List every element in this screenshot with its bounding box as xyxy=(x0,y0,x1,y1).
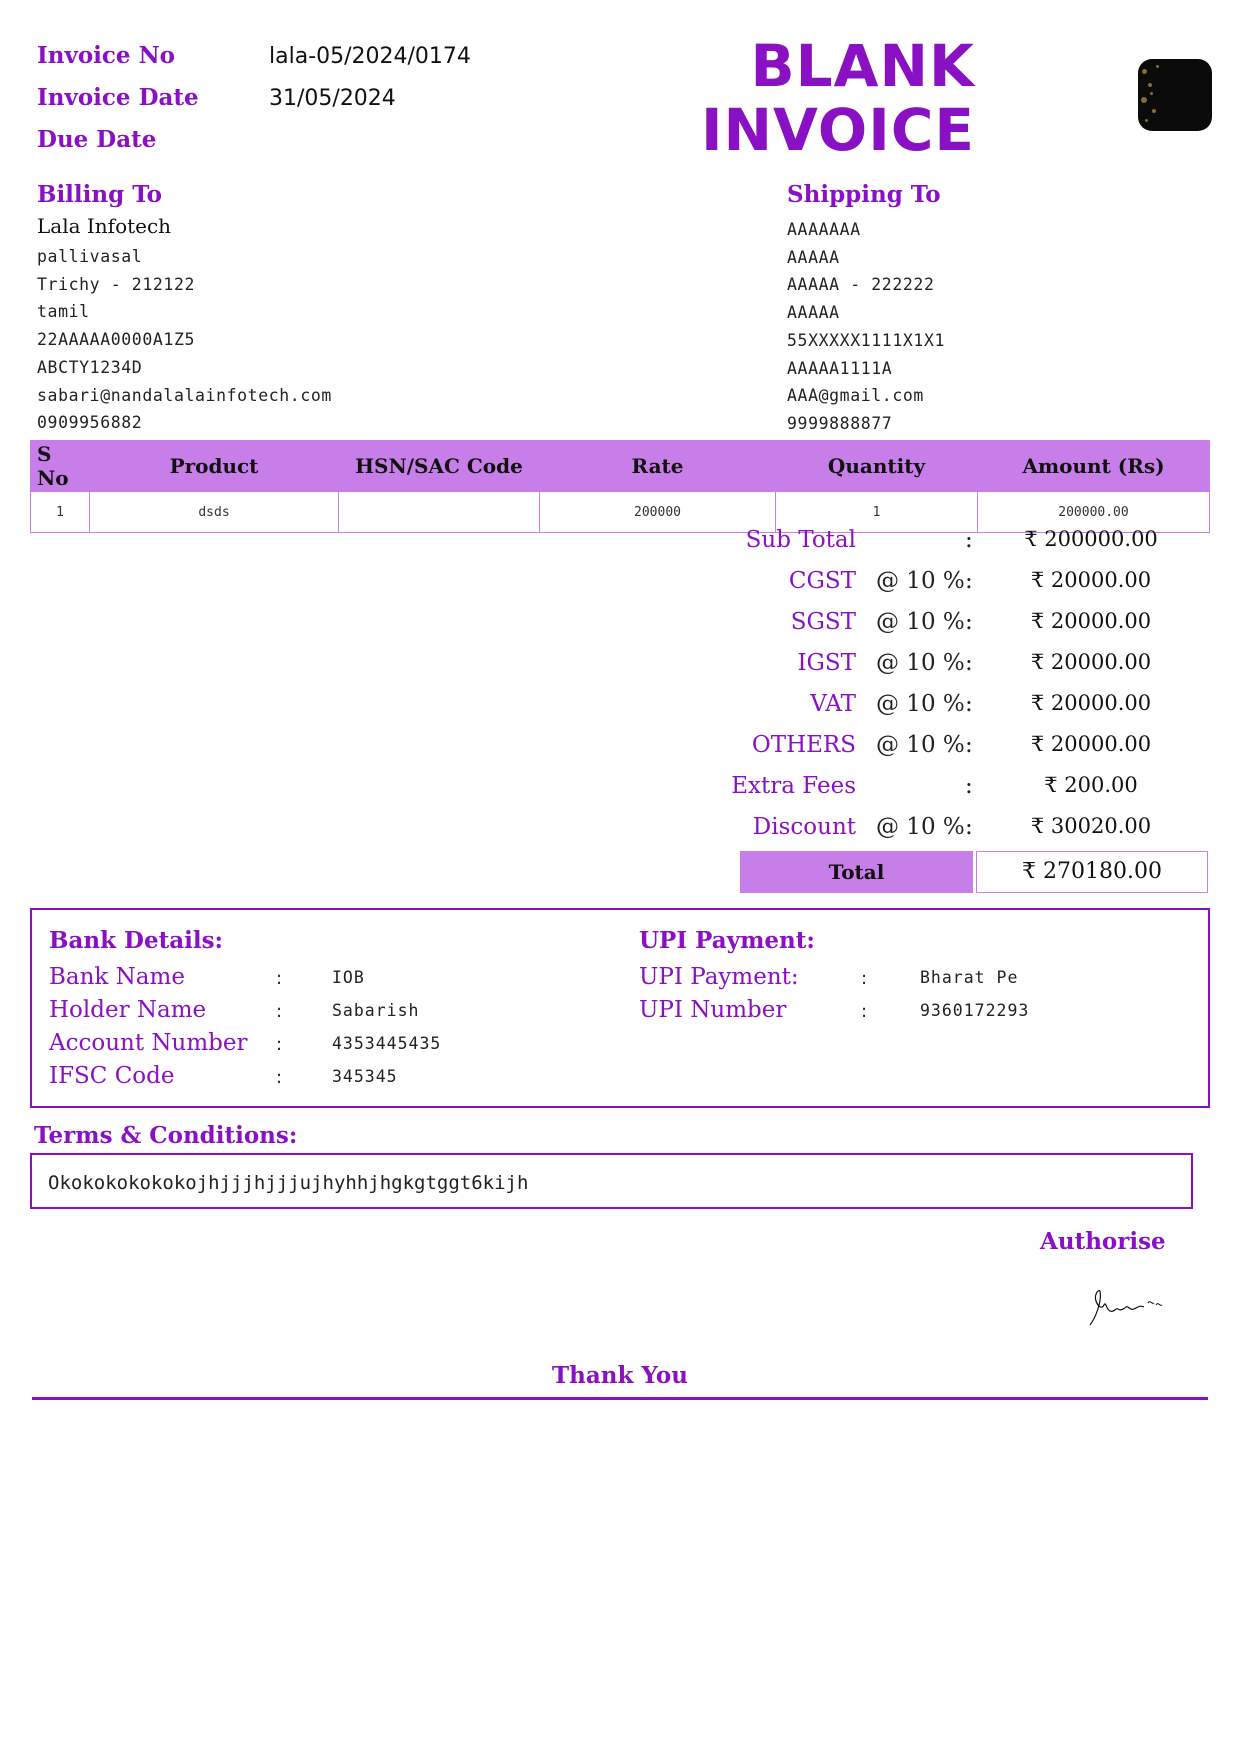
bank-row xyxy=(49,997,549,1029)
invoice-date-label: Invoice Date xyxy=(37,84,199,111)
billing-address xyxy=(37,243,332,437)
holder-name-label: Holder Name xyxy=(49,997,207,1023)
invoice-title xyxy=(640,34,975,162)
cgst-value: ₹ 20000.00 xyxy=(1030,568,1152,592)
upi-heading: UPI Payment: xyxy=(639,927,815,954)
shipping-address xyxy=(787,216,945,438)
account-number-value: 4353445435 xyxy=(332,1034,442,1053)
thank-you: Thank You xyxy=(552,1362,688,1389)
igst-label: IGST xyxy=(797,650,856,676)
totals-row-cgst xyxy=(656,568,1212,609)
colon: : xyxy=(861,968,868,989)
subtotal-label: Sub Total xyxy=(745,527,856,553)
billing-line: ABCTY1234D xyxy=(37,357,143,377)
cell-sno: 1 xyxy=(31,492,90,533)
invoice-no-label: Invoice No xyxy=(37,42,175,69)
colon: : xyxy=(965,814,973,840)
footer-divider xyxy=(32,1397,1208,1400)
colon: : xyxy=(965,773,973,799)
bank-name-value: IOB xyxy=(332,968,365,987)
totals-row-vat xyxy=(656,691,1212,732)
col-header-quantity: Quantity xyxy=(776,441,978,492)
upi-payment-label: UPI Payment: xyxy=(639,964,799,990)
billing-heading: Billing To xyxy=(37,181,163,208)
cell-quantity: 1 xyxy=(776,492,978,533)
sgst-label: SGST xyxy=(790,609,856,635)
account-number-label: Account Number xyxy=(49,1030,248,1056)
igst-value: ₹ 20000.00 xyxy=(1030,650,1152,674)
colon: : xyxy=(276,1067,283,1088)
totals-row-sgst xyxy=(656,609,1212,650)
upi-payment-value: Bharat Pe xyxy=(920,968,1019,987)
ifsc-code-label: IFSC Code xyxy=(49,1063,175,1089)
totals-row-subtotal xyxy=(656,527,1212,568)
holder-name-value: Sabarish xyxy=(332,1001,420,1020)
title-line-2: INVOICE xyxy=(700,96,975,164)
company-logo xyxy=(1138,59,1212,131)
billing-name: Lala Infotech xyxy=(37,214,172,238)
totals-row-others xyxy=(656,732,1212,773)
col-header-sno: S No xyxy=(31,441,90,492)
shipping-line: 9999888877 xyxy=(787,413,893,433)
ifsc-code-value: 345345 xyxy=(332,1067,398,1086)
colon: : xyxy=(861,1001,868,1022)
bank-row xyxy=(49,1030,549,1062)
bank-name-label: Bank Name xyxy=(49,964,185,990)
upi-row xyxy=(639,964,1139,996)
totals-row-extra-fees xyxy=(656,773,1212,814)
cgst-rate: @ 10 % xyxy=(876,568,965,594)
signature-image xyxy=(1088,1287,1168,1329)
signature-stroke xyxy=(1148,1302,1162,1306)
vat-value: ₹ 20000.00 xyxy=(1030,691,1152,715)
total-label: Total xyxy=(740,851,973,893)
bank-row xyxy=(49,1063,549,1095)
terms-heading: Terms & Conditions: xyxy=(34,1122,298,1149)
colon: : xyxy=(965,568,973,594)
payment-details-box xyxy=(30,908,1210,1108)
colon: : xyxy=(965,732,973,758)
authorise-label: Authorise xyxy=(1040,1228,1166,1255)
total-value: ₹ 270180.00 xyxy=(976,851,1208,893)
items-header-row xyxy=(31,441,1210,492)
col-header-amount: Amount (Rs) xyxy=(978,441,1210,492)
colon: : xyxy=(276,968,283,989)
shipping-line: AAAAAAA xyxy=(787,220,861,239)
invoice-no-value: lala-05/2024/0174 xyxy=(269,44,471,69)
shipping-heading: Shipping To xyxy=(787,181,941,208)
title-line-1: BLANK xyxy=(750,32,975,100)
discount-label: Discount xyxy=(752,814,856,840)
upi-number-label: UPI Number xyxy=(639,997,787,1023)
invoice-date-value: 31/05/2024 xyxy=(269,86,396,111)
shipping-line: 55XXXXX1111X1X1 xyxy=(787,330,946,350)
items-table xyxy=(30,440,1210,533)
bank-heading: Bank Details: xyxy=(49,927,224,954)
vat-label: VAT xyxy=(810,691,856,717)
billing-line: pallivasal xyxy=(37,247,143,266)
colon: : xyxy=(276,1034,283,1055)
billing-line: 22AAAAA0000A1Z5 xyxy=(37,330,196,350)
signature-stroke xyxy=(1090,1291,1144,1325)
others-label: OTHERS xyxy=(751,732,856,758)
cell-amount: 200000.00 xyxy=(978,492,1210,533)
others-rate: @ 10 % xyxy=(876,732,965,758)
shipping-line: AAAAA xyxy=(787,303,840,323)
sgst-rate: @ 10 % xyxy=(876,609,965,635)
discount-value: ₹ 30020.00 xyxy=(1030,814,1152,838)
colon: : xyxy=(965,650,973,676)
shipping-line: AAAAA xyxy=(787,247,840,267)
shipping-line: AAAAA - 222222 xyxy=(787,275,935,295)
col-header-rate: Rate xyxy=(540,441,776,492)
cgst-label: CGST xyxy=(788,568,856,594)
shipping-line: AAAAA1111A xyxy=(787,358,893,378)
colon: : xyxy=(965,691,973,717)
totals-row-igst xyxy=(656,650,1212,691)
upi-number-value: 9360172293 xyxy=(920,1001,1030,1020)
billing-line: Trichy - 212122 xyxy=(37,274,196,294)
billing-line: tamil xyxy=(37,302,90,322)
extra-fees-value: ₹ 200.00 xyxy=(1044,773,1138,797)
upi-row xyxy=(639,997,1139,1029)
col-header-hsn: HSN/SAC Code xyxy=(339,441,540,492)
colon: : xyxy=(276,1001,283,1022)
colon: : xyxy=(965,527,973,553)
extra-fees-label: Extra Fees xyxy=(731,773,856,799)
due-date-label: Due Date xyxy=(37,126,157,153)
totals-row-discount xyxy=(656,814,1212,855)
sgst-value: ₹ 20000.00 xyxy=(1030,609,1152,633)
terms-text: Okokokokokokojhjjjhjjjujhyhhjhgkgtggt6kijh xyxy=(30,1153,1193,1209)
colon: : xyxy=(965,609,973,635)
others-value: ₹ 20000.00 xyxy=(1030,732,1152,756)
cell-product: dsds xyxy=(90,492,339,533)
vat-rate: @ 10 % xyxy=(876,691,965,717)
subtotal-value: ₹ 200000.00 xyxy=(1024,527,1158,551)
discount-rate: @ 10 % xyxy=(876,814,965,840)
cell-hsn xyxy=(339,492,540,533)
shipping-line: AAA@gmail.com xyxy=(787,386,924,406)
cell-rate: 200000 xyxy=(540,492,776,533)
col-header-product: Product xyxy=(90,441,339,492)
billing-line: sabari@nandalalainfotech.com xyxy=(37,385,332,405)
billing-line: 0909956882 xyxy=(37,413,143,433)
igst-rate: @ 10 % xyxy=(876,650,965,676)
bank-row xyxy=(49,964,549,996)
